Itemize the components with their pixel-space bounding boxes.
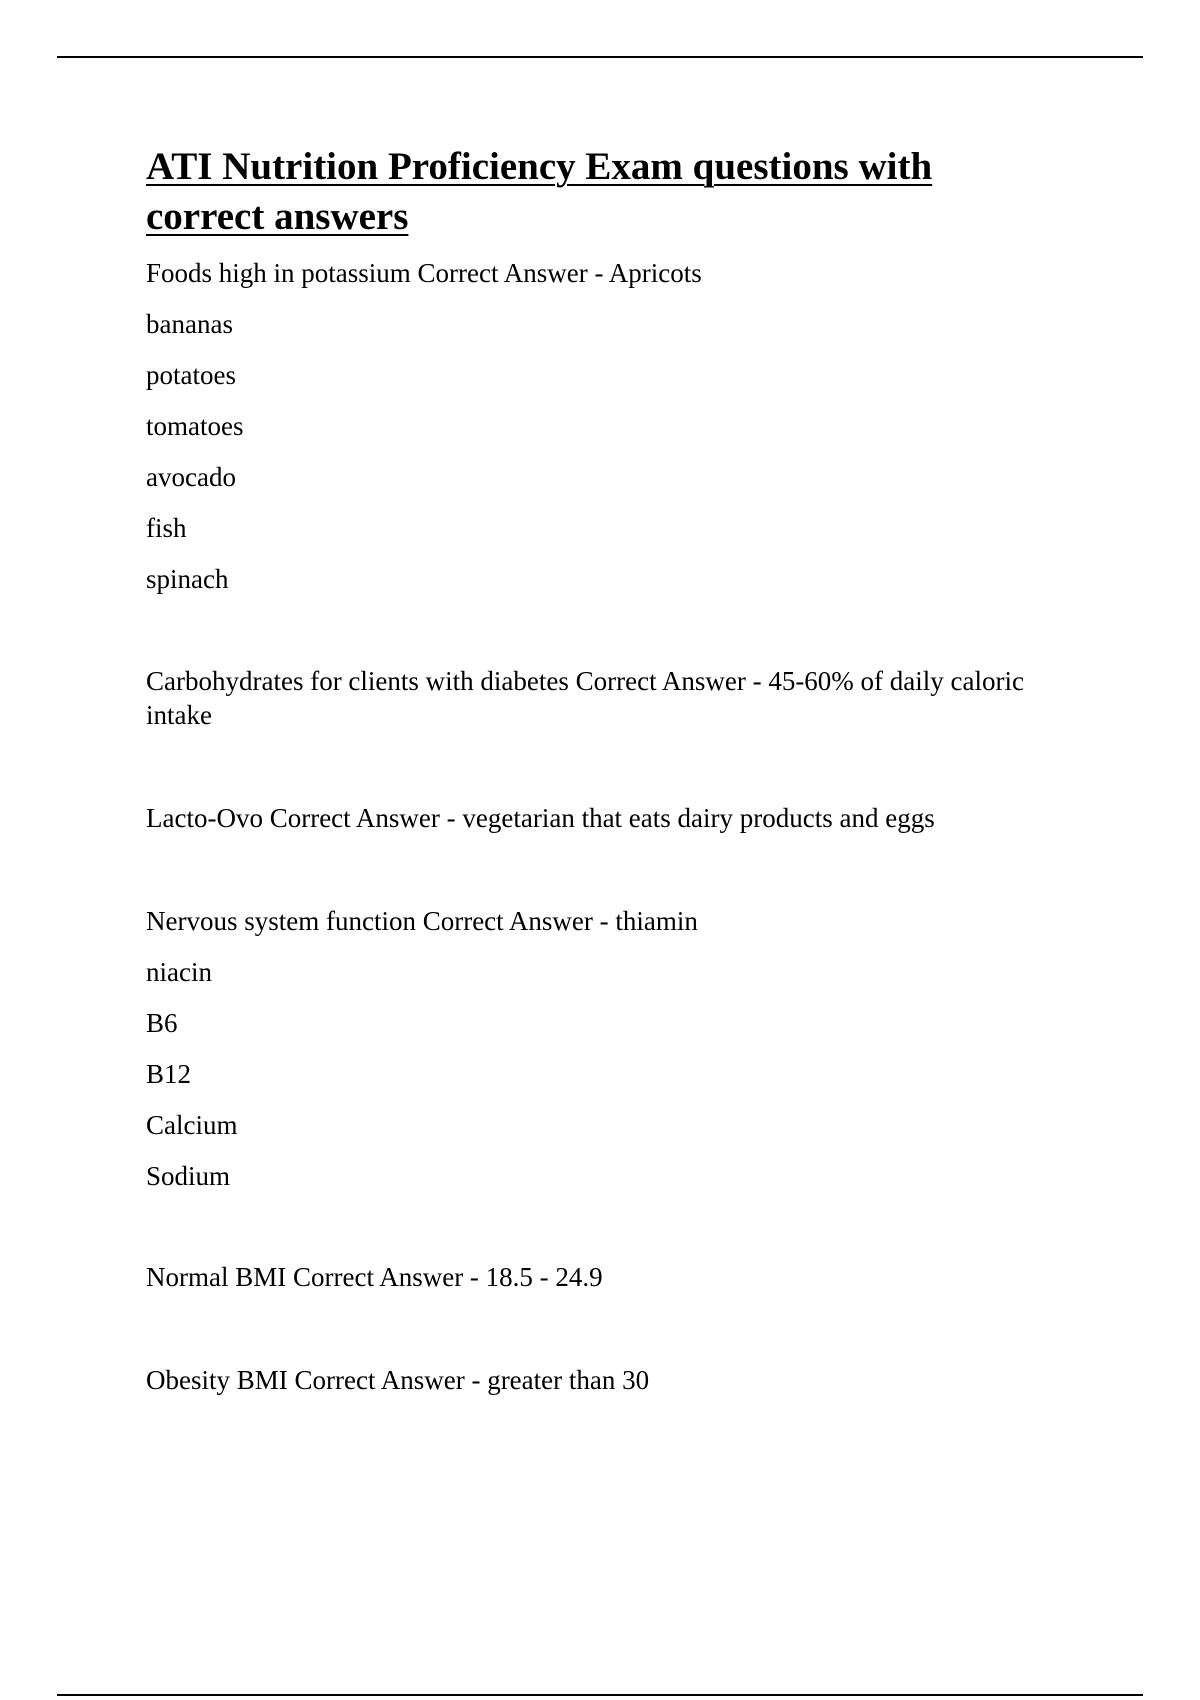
qa-lacto-ovo: Lacto-Ovo Correct Answer - vegetarian that eats dairy products and eggs [146,803,935,833]
footer-rule [57,1694,1143,1696]
qa-carbohydrates: Carbohydrates for clients with diabetes Correct Answer - 45-60% of daily caloric intake [146,666,1024,730]
header-rule [57,56,1143,58]
title-line-1: ATI Nutrition Proficiency Exam questions with [146,145,933,188]
qa-obesity-bmi: Obesity BMI Correct Answer - greater than 30 [146,1365,650,1395]
document-body [146,142,1096,1397]
qa-potassium: Foods high in potassium Correct Answer - Apricots [146,258,702,288]
title-line-2: correct answers [146,195,409,238]
list-item: fish [146,513,187,543]
qa-normal-bmi: Normal BMI Correct Answer - 18.5 - 24.9 [146,1262,603,1292]
list-item: Calcium [146,1110,238,1140]
document-title [146,142,1096,242]
list-item: niacin [146,957,212,987]
list-item: Sodium [146,1161,231,1191]
list-item: B12 [146,1059,192,1089]
list-item: spinach [146,564,229,594]
list-item: potatoes [146,360,236,390]
list-item: B6 [146,1008,178,1038]
list-item: avocado [146,462,236,492]
qa-nervous-system: Nervous system function Correct Answer - thiamin [146,906,698,936]
list-item: bananas [146,309,233,339]
list-item: tomatoes [146,411,244,441]
